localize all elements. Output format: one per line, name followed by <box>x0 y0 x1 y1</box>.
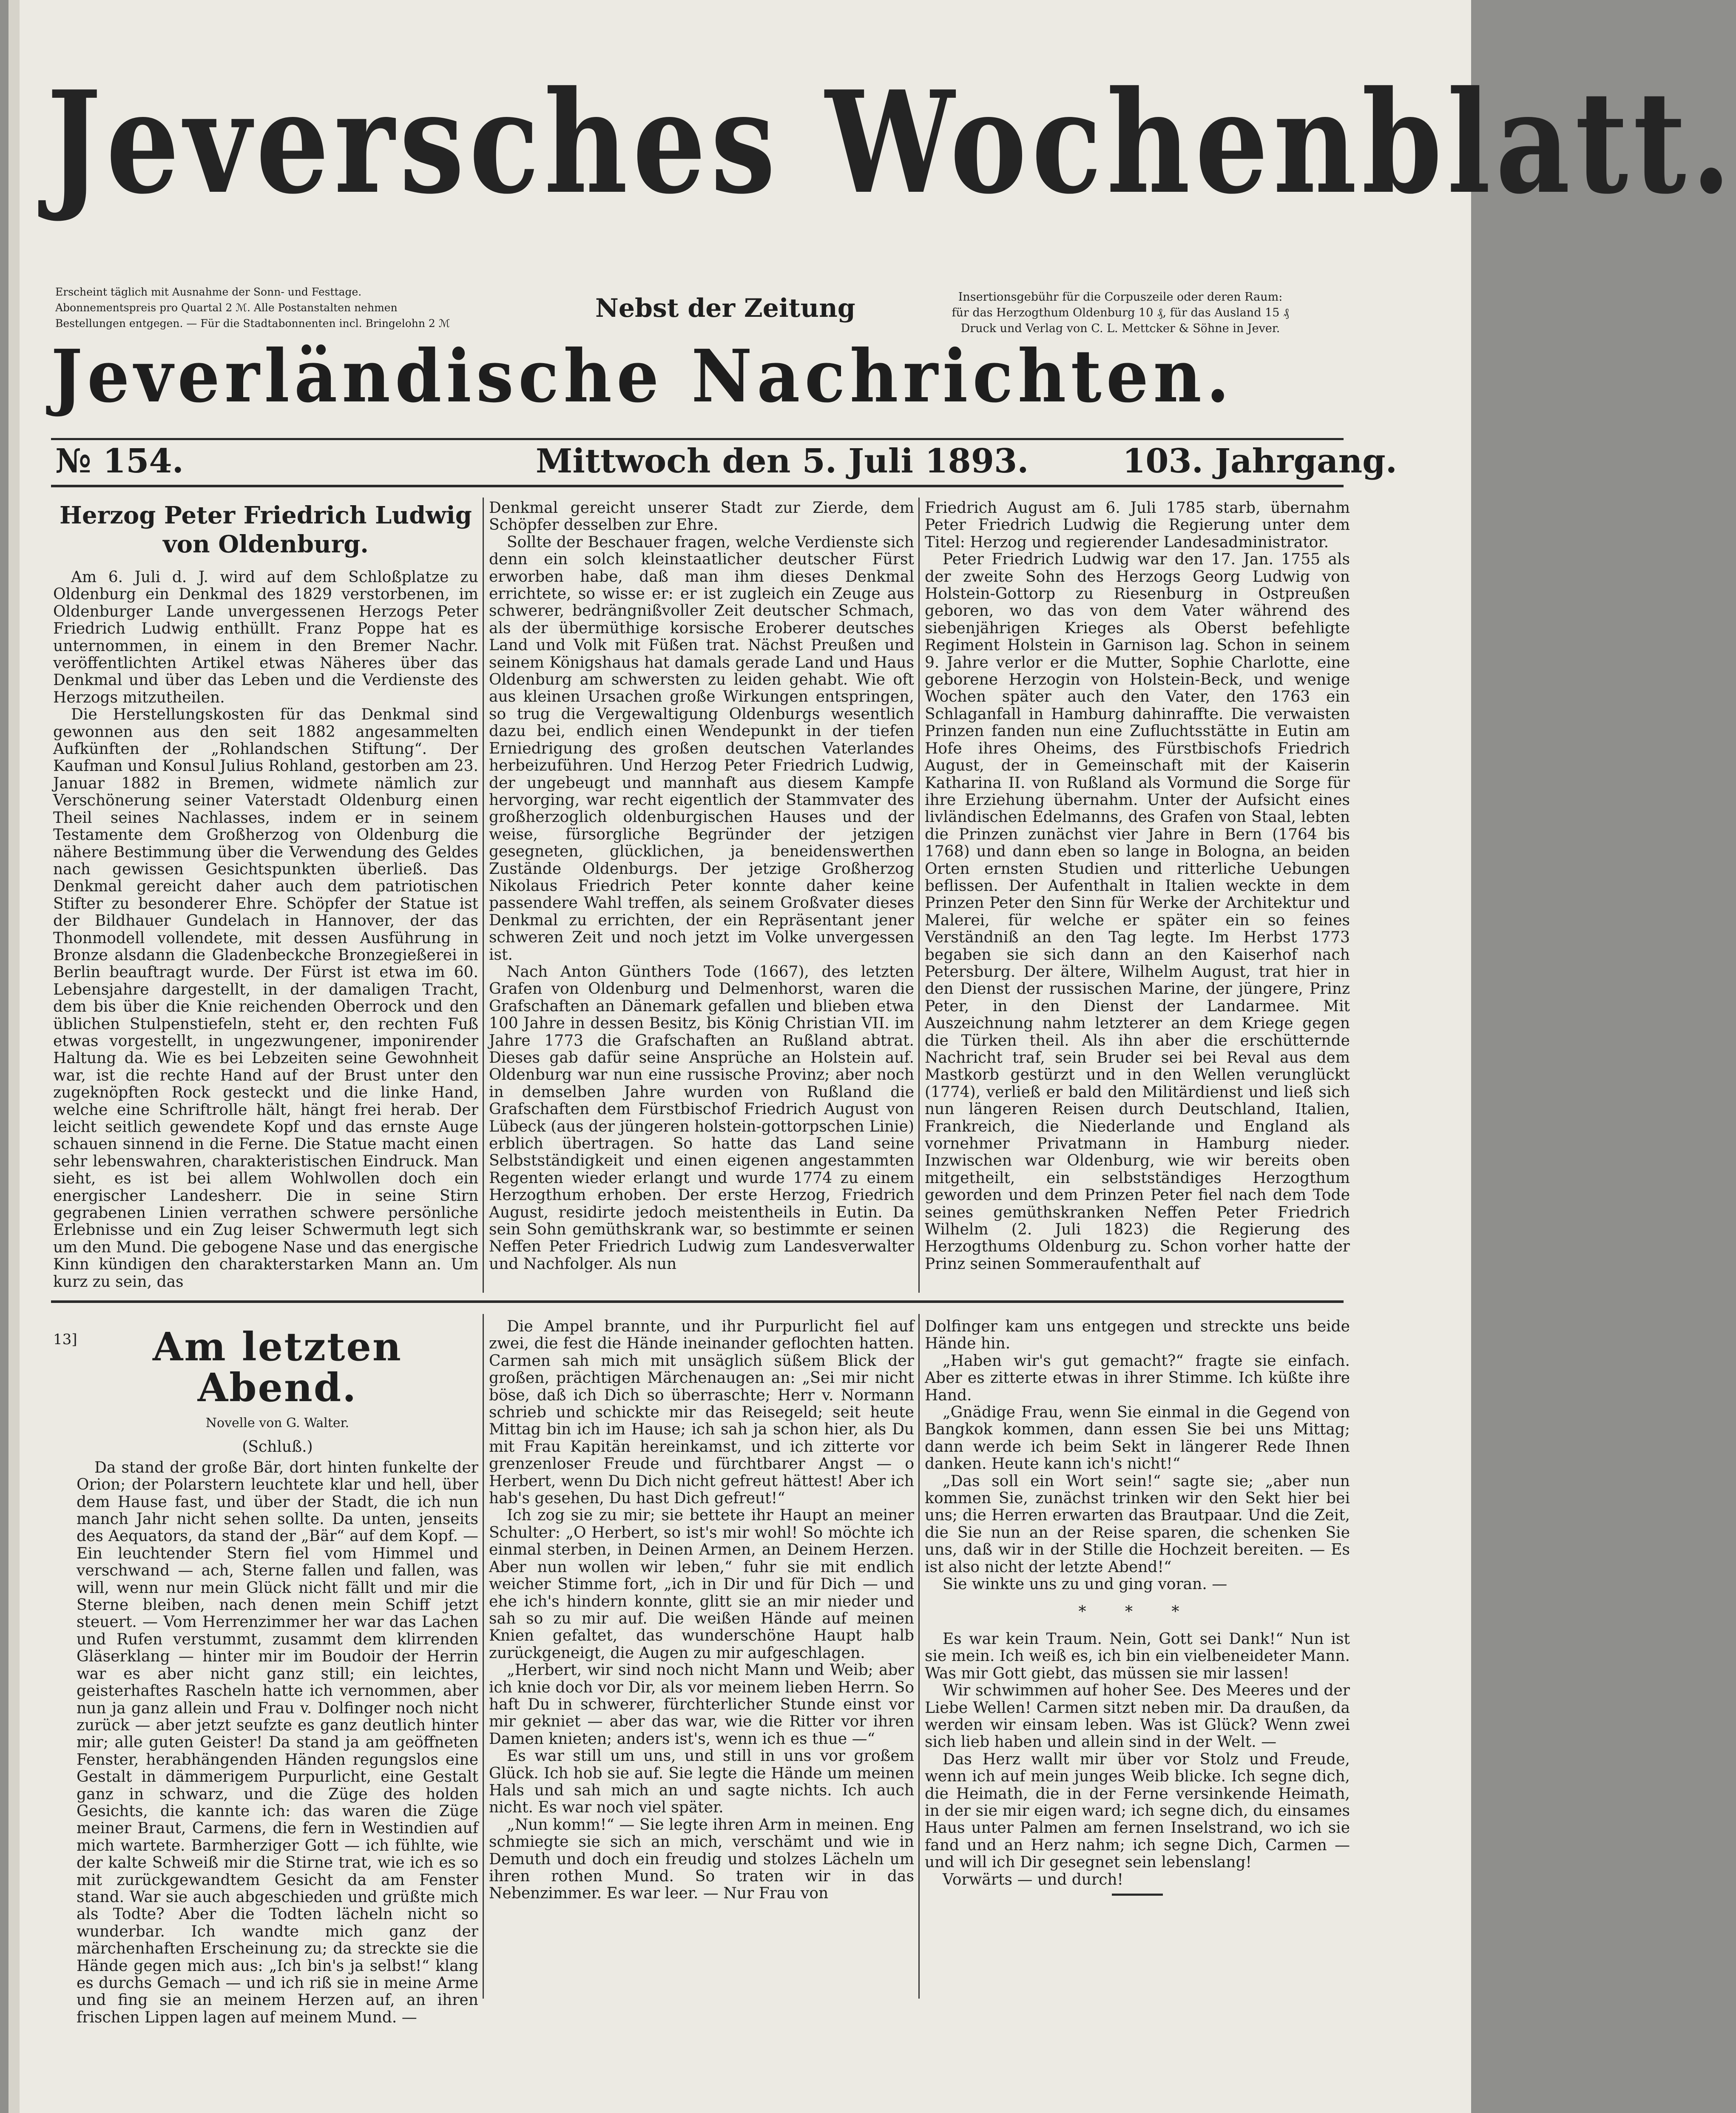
subscription-line: Erscheint täglich mit Ausnahme der Sonn- und Festtage. <box>55 286 362 298</box>
installment-marker: 13] <box>53 1331 77 1348</box>
article1-headline-line: Herzog Peter Friedrich Ludwig <box>60 501 472 529</box>
section-rule <box>51 1300 1344 1303</box>
paragraph: Denkmal gereicht unserer Stadt zur Zierde, dem Schöpfer desselben zur Ehre. <box>489 499 914 534</box>
paragraph: Friedrich August am 6. Juli 1785 starb, übernahm Peter Friedrich Ludwig die Regierung unter dem Titel: Herzog und regierender Landesadministrator. <box>925 499 1350 551</box>
novella-title: Am letzten Abend. <box>153 1324 402 1411</box>
volume-number: 103. Jahrgang. <box>1122 442 1397 481</box>
paragraph: Ich zog sie zu mir; sie bettete ihr Haupt an meiner Schulter: „O Herbert, so ist's mir wohl! So möchte ich einmal sterben, in Deinen Armen, an Deinem Herzen. Aber nun wollen wir leben,“ fuhr sie mit endlich weicher Stimme fort, „ich in Dir und für Dich — und ehe ich's hindern konnte, glitt sie an mir nieder und sah so zu mir auf. Die weißen Hände auf meinen Knien gefaltet, das wunderschöne Haupt halb zurückgeneigt, die Augen zu mir aufgeschlagen. <box>489 1507 914 1662</box>
insertion-line: für das Herzogthum Oldenburg 10 ₰, für das Ausland 15 ₰ <box>952 306 1289 319</box>
paragraph: Es war kein Traum. Nein, Gott sei Dank!“ Nun ist sie mein. Ich weiß es, ich bin ein vielbeneideter Mann. Was mir Gott giebt, das müssen sie mir lassen! <box>925 1630 1350 1682</box>
newspaper-page <box>9 0 1736 2113</box>
paragraph: Vorwärts — und durch! <box>943 1871 1124 1888</box>
paragraph: Die Ampel brannte, und ihr Purpurlicht fiel auf zwei, die fest die Hände ineinander geflochten hatten. Carmen sah mich mit unsäglich süßem Blick der großen, prächtigen Märchenaugen an: „Sei mir nicht böse, daß ich Dich so überraschte; Herr v. Normann schrieb und schickte mir das Reisegeld; seit heute Mittag bin ich im Hause; ich sah ja schon hier, als Du mit Frau Kapitän hereinkamst, und ich zitterte vor grenzenloser Freude und fürchtbarer Angst — o Herbert, wenn Du Dich nicht gefreut hättest! Aber ich hab's gesehen, Du hast Dich gefreut!“ <box>489 1318 914 1507</box>
paragraph: Peter Friedrich Ludwig war den 17. Jan. 1755 als der zweite Sohn des Herzogs Georg Ludwig von Holstein-Gottorp zu Riesenburg in Ostpreußen geboren, wo das von dem Vater während des siebenjährigen Krieges als Oberst befehligte Regiment Holstein in Garnison lag. Schon in seinem 9. Jahre verlor er die Mutter, Sophie Charlotte, eine geborene Herzogin von Holstein-Beck, und wenige Wochen später auch den Vater, den 1763 ein Schlaganfall in Hamburg dahinraffte. Die verwaisten Prinzen fanden nun eine Zufluchtsstätte in Eutin am Hofe ihres Oheims, des Fürstbischofs Friedrich August, der in Gemeinschaft mit der Kaiserin Katharina II. von Rußland als Vormund die Sorge für ihre Erziehung übernahm. Unter der Aufsicht eines livländischen Edelmanns, des Grafen von Staal, lebten die Prinzen zunächst vier Jahre in Bern (1764 bis 1768) und dann eben so lange in Bologna, an beiden Orten ernsten Studien und ritterliche Uebungen beflissen. Der Aufenthalt in Italien weckte in dem Prinzen Peter den Sinn für Werke der Architektur und Malerei, für welche er später ein so feines Verständniß an den Tag legte. Im Herbst 1773 begaben sie sich dann an den Kaiserhof nach Petersburg. Der ältere, Wilhelm August, trat hier in den Dienst der russischen Marine, der jüngere, Prinz Peter, in den Dienst der Landarmee. Mit Auszeichnung nahm letzterer an dem Kriege gegen die Türken theil. Als ihn aber die erschütternde Nachricht traf, sein Bruder sei bei Reval aus dem Mastkorb gestürzt und in den Wellen verunglückt (1774), verließ er bald den Militärdienst und ließ sich nun längeren Reisen durch Deutschland, Italien, Frankreich, die Niederlande und England als vornehmer Privatmann in Hamburg nieder. Inzwischen war Oldenburg, wie wir bereits oben mitgetheilt, ein selbstständiges Herzogthum geworden und dem Prinzen Peter fiel nach dem Tode seines gemüthskranken Neffen Peter Friedrich Wilhelm (2. Juli 1823) die Regierung des Herzogthums Oldenburg zu. Schon vorher hatte der Prinz seinen Sommeraufenthalt auf <box>925 551 1350 1273</box>
insertion-line: Druck und Verlag von C. L. Mettcker & Söhne in Jever. <box>960 322 1280 335</box>
subscription-line: Bestellungen entgegen. — Für die Stadtabonnenten incl. Bringelohn 2 ℳ <box>55 317 450 330</box>
paragraph: „Gnädige Frau, wenn Sie einmal in die Gegend von Bangkok kommen, dann essen Sie bei uns Mittag; dann werde ich beim Sekt in längerer Rede Ihnen danken. Heute kann ich's nicht!“ <box>925 1404 1350 1473</box>
issue-rule-bottom <box>51 485 1344 487</box>
article1-column-3 <box>925 500 1350 1293</box>
issue-line <box>51 442 1397 481</box>
paragraph: „Nun komm!“ — Sie legte ihren Arm in meinen. Eng schmiegte sie sich an mich, verschämt und wie in Demuth und doch ein freudig und stolzes Lächeln um ihren rothen Mund. So traten wir in das Nebenzimmer. Es war leer. — Nur Frau von <box>489 1816 914 1903</box>
article1-column-1 <box>53 498 478 1293</box>
paragraph: „Das soll ein Wort sein!“ sagte sie; „aber nun kommen Sie, zunächst trinken wir den Sekt hier bei uns; die Herren erwarten das Brautpaar. Und die Zeit, die Sie nun an der Reise sparen, die schenken Sie uns, daß wir in der Stille die Hochzeit bereiten. — Es ist also nicht der letzte Abend!“ <box>925 1472 1350 1576</box>
novella-byline: Novelle von G. Walter. <box>205 1416 349 1430</box>
paragraph: Wir schwimmen auf hoher See. Des Meeres und der Liebe Wellen! Carmen sitzt neben mir. Da draußen, da werden wir einsam leben. Was ist Glück? Wenn zwei sich lieb haben und allein sind in der Welt. — <box>925 1682 1350 1751</box>
paragraph: Nach Anton Günthers Tode (1667), des letzten Grafen von Oldenburg und Delmenhorst, waren die Grafschaften an Dänemark gefallen und blieben etwa 100 Jahre in dessen Besitz, bis König Christian VII. im Jahre 1773 die Grafschaften an Rußland abtrat. Dieses gab dafür seine Ansprüche an Holstein auf. Oldenburg war nun eine russische Provinz; aber noch in demselben Jahre wurden von Rußland die Grafschaften dem Fürstbischof Friedrich August von Lübeck (aus der jüngeren holstein-gottorpschen Linie) erblich übertragen. So hatte das Land seine Selbstständigkeit und einen eigenen angestammten Regenten wieder erlangt und wurde 1774 zu einem Herzogthum erhoben. Der erste Herzog, Friedrich August, residirte jedoch meistentheils in Eutin. Da sein Sohn gemüthskrank war, so bestimmte er seinen Neffen Peter Friedrich Ludwig zum Landesverwalter und Nachfolger. Als nun <box>489 963 914 1273</box>
masthead-subtitle: Jeverländische Nachrichten. <box>51 334 1234 419</box>
column-divider <box>918 1314 920 1999</box>
masthead-title: Jeversches Wochenblatt. <box>47 60 1736 225</box>
end-rule <box>1112 1894 1163 1896</box>
column-divider <box>483 498 484 1293</box>
insertion-info <box>893 289 1348 336</box>
paragraph: Das Herz wallt mir über vor Stolz und Freude, wenn ich auf mein junges Weib blicke. Ich segne dich, die Heimath, die in der Ferne versinkende Heimath, in der sie mir eigen ward; ich segne dich, du einsames Haus unter Palmen am fernen Inselstrand, wo ich sie fand und an Herz nahm; ich segne Dich, Carmen — und will ich Dir gesegnet sein lebenslang! <box>925 1750 1350 1871</box>
issue-rule-top <box>51 438 1344 440</box>
page-binding-edge <box>9 0 20 2113</box>
issue-number: № 154. <box>55 442 184 481</box>
paragraph: Die Herstellungskosten für das Denkmal sind gewonnen aus den seit 1882 angesammelten Aufkünften der „Rohlandschen Stiftung“. Der Kaufman und Konsul Julius Rohland, gestorben am 23. Januar 1882 in Bremen, widmete nämlich zur Verschönerung seiner Vaterstadt Oldenburg einen Theil seines Nachlasses, indem er in seinem Testamente dem Großherzog von Oldenburg die nähere Bestimmung über die Verwendung des Geldes nach gewissen Gesichtspunkten überließ. Das Denkmal gereicht daher auch dem patriotischen Stifter zu besonderer Ehre. Schöpfer der Statue ist der Bildhauer Gundelach in Hannover, der das Thonmodell vollendete, mit dessen Ausführung in Bronze alsdann die Gladenbeckche Bronzegießerei in Berlin beauftragt wurde. Der Fürst ist etwa im 60. Lebensjahre dargestellt, in der damaligen Tracht, dem bis über die Knie reichenden Oberrock und den üblichen Stulpenstiefeln, steht er, den rechten Fuß etwas vorgestellt, in ungezwungener, imponirender Haltung da. Wie es bei Lebzeiten seine Gewohnheit war, ist die rechte Hand auf der Brust unter den zugeknöpften Rock gesteckt und die linke Hand, welche eine Schriftrolle hält, hängt frei herab. Der leicht seitlich gewendete Kopf und das ernste Auge schauen sinnend in die Ferne. Die Statue macht einen sehr lebenswahren, charakteristischen Eindruck. Man sieht, es ist bei allem Wohlwollen doch ein energischer Landesherr. Die in seine Stirn gegrabenen Linien verrathen schwere persönliche Erlebnisse und ein Zug leiser Schwermuth legt sich um den Mund. Die gebogene Nase und das energische Kinn kündigen den charakterstarken Mann an. Um kurz zu sein, das <box>53 706 478 1291</box>
insertion-line: Insertionsgebühr für die Corpuszeile oder deren Raum: <box>958 290 1283 304</box>
article2-column-1 <box>77 1316 478 2026</box>
paragraph: Am 6. Juli d. J. wird auf dem Schloßplatze zu Oldenburg ein Denkmal des 1829 verstorbenen, im Oldenburger Lande unvergessenen Herzogs Peter Friedrich Ludwig enthüllt. Franz Poppe hat es unternommen, in einem in den Bremer Nachr. veröffentlichten Artikel etwas Näheres über das Denkmal und über das Leben und die Verdienste des Herzogs mitzutheilen. <box>53 569 478 706</box>
section-break-stars: * * * <box>1078 1603 1196 1621</box>
paragraph: „Haben wir's gut gemacht?“ fragte sie einfach. Aber es zitterte etwas in ihrer Stimme. Ich küßte ihre Hand. <box>925 1352 1350 1404</box>
subscription-line: Abonnementspreis pro Quartal 2 ℳ. Alle Postanstalten nehmen <box>55 301 398 314</box>
paragraph: Sie winkte uns zu und ging voran. — <box>943 1576 1227 1593</box>
article1-column-2 <box>489 500 914 1293</box>
nebst-der-zeitung: Nebst der Zeitung <box>595 293 855 323</box>
issue-date: Mittwoch den 5. Juli 1893. <box>536 442 1029 481</box>
article1-headline-line: von Oldenburg. <box>163 530 369 558</box>
article2-column-2 <box>489 1318 914 1999</box>
subscription-info <box>55 284 544 331</box>
paragraph: Es war still um uns, und still in uns vor großem Glück. Ich hob sie auf. Sie legte die Hände um meinen Hals und sah mich an und sagte nichts. Ich auch nicht. Es war noch viel später. <box>489 1747 914 1817</box>
column-divider <box>483 1314 484 1999</box>
column-divider <box>918 498 920 1293</box>
paragraph: Sollte der Beschauer fragen, welche Verdienste sich denn ein solch kleinstaatlicher deutscher Fürst erworben habe, daß man ihm dieses Denkmal errichtete, so wisse er: er ist zugleich ein Zeuge aus schwerer, bedrängnißvoller Zeit deutscher Schmach, als der übermüthige korsische Eroberer deutsches Land und Volk mit Füßen trat. Nächst Preußen und seinem Königshaus hat damals gerade Land und Haus Oldenburg am schwersten zu leiden gehabt. Wie oft aus kleinen Ursachen große Wirkungen entspringen, so trug die Vergewaltigung Oldenburgs wesentlich dazu bei, endlich einen Wendepunkt in der tiefen Erniedrigung des großen deutschen Vaterlandes herbeizuführen. Und Herzog Peter Friedrich Ludwig, der ungebeugt und mannhaft aus diesem Kampfe hervorging, war recht eigentlich der Stammvater des großherzoglich oldenburgischen Hauses und der weise, fürsorgliche Begründer der jetzigen gesegneten, glücklichen, ja beneidenswerthen Zustände Oldenburgs. Der jetzige Großherzog Nikolaus Friedrich Peter konnte daher keine passendere Wahl treffen, als seinem Großvater dieses Denkmal zu errichten, der ein Repräsentant jener schweren Zeit und noch jetzt im Volke unvergessen ist. <box>489 533 914 964</box>
paragraph: Da stand der große Bär, dort hinten funkelte der Orion; der Polarstern leuchtete klar und hell, über dem Hause fast, und über der Stadt, die ich nun manch Jahr nicht sehen sollte. Da unten, jenseits des Aequators, da stand der „Bär“ auf dem Kopf. — Ein leuchtender Stern fiel vom Himmel und verschwand — ach, Sterne fallen und fallen, was will, wenn nur mein Glück nicht fällt und mir die Sterne bleiben, nach denen mein Schiff jetzt steuert. — Vom Herrenzimmer her war das Lachen und Rufen verstummt, zusammt dem klirrenden Gläserklang — hinter mir im Boudoir der Herrin war es aber nicht ganz still; ein leichtes, geisterhaftes Rascheln hatte ich vernommen, aber nun ja ganz allein und Frau v. Dolfinger noch nicht zurück — aber jetzt seufzte es ganz deutlich hinter mir; alle guten Geister! Da stand ja am geöffneten Fenster, herabhängenden Händen regungslos eine Gestalt in dämmerigem Purpurlicht, eine Gestalt ganz in schwarz, und die Züge des holden Gesichts, die kannte ich: das waren die Züge meiner Braut, Carmens, die fern in Westindien auf mich wartete. Barmherziger Gott — ich fühlte, wie der kalte Schweiß mir die Stirne trat, wie ich es so mit zurückgewandtem Gesicht da am Fenster stand. War sie auch abgeschieden und grüßte mich als Todte? Aber die Todten lächeln nicht so wunderbar. Ich wandte mich ganz der märchenhaften Erscheinung zu; da streckte sie die Hände gegen mich aus: „Ich bin's ja selbst!“ klang es durchs Gemach — und ich riß sie in meine Arme und fing sie an meinem Herzen auf, an ihren frischen Lippen lagen auf meinem Mund. — <box>77 1459 478 2026</box>
paragraph: „Herbert, wir sind noch nicht Mann und Weib; aber ich knie doch vor Dir, als vor meinem lieben Herrn. So haft Du in schwerer, fürchterlicher Stunde einst vor mir gekniet — aber das war, wie die Ritter vor ihren Damen knieten; anders ist's, wenn ich es thue —“ <box>489 1661 914 1748</box>
paragraph: Dolfinger kam uns entgegen und streckte uns beide Hände hin. <box>925 1318 1350 1353</box>
novella-part: (Schluß.) <box>242 1438 313 1456</box>
article1-headline <box>53 501 478 559</box>
article2-column-3 <box>925 1318 1350 2020</box>
